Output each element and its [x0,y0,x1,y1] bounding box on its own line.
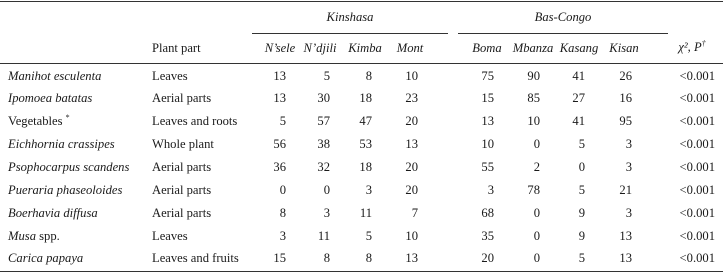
value-cell: 13 [481,114,494,128]
value-cell: 20 [405,160,418,174]
plant-part-cell: Aerial parts [152,183,212,197]
value-cell: 0 [533,206,540,220]
value-cell: 10 [405,229,418,243]
value-cell: 5 [578,137,585,151]
value-cell: 35 [481,229,494,243]
species-label: Boerhavia diffusa [8,206,98,220]
value-cell: 23 [405,91,418,105]
species-name [8,138,115,151]
species-name [8,252,83,265]
value-cell: 13 [405,251,418,265]
value-cell: 9 [578,229,585,243]
value-cell: 68 [481,206,494,220]
value-cell: 27 [572,91,585,105]
value-cell: 8 [323,251,330,265]
value-cell: 18 [359,160,372,174]
value-cell: 11 [359,206,372,220]
species-name [8,92,92,105]
value-cell: 53 [359,137,372,151]
value-cell: 13 [273,69,286,83]
plant-part-cell: Leaves [152,229,188,243]
species-name [8,230,60,243]
value-cell: 16 [619,91,632,105]
value-cell: 36 [273,160,286,174]
value-cell: 57 [317,114,330,128]
species-label: Vegetables [8,114,63,128]
value-cell: 0 [323,183,330,197]
value-cell: 55 [481,160,494,174]
value-cell: 3 [625,206,632,220]
top-rule [0,1,723,2]
value-cell: 0 [533,251,540,265]
species-label: Eichhornia crassipes [8,137,115,151]
value-cell: 3 [625,160,632,174]
column-header: N’sele [264,41,296,55]
value-cell: 10 [481,137,494,151]
species-label: Psophocarpus scandens [8,160,130,174]
value-cell: 11 [317,229,330,243]
value-cell: 85 [527,91,540,105]
footnote-mark: * [65,112,70,122]
species-label: Manihot esculenta [8,69,102,83]
species-name [8,70,101,83]
value-cell: 20 [405,114,418,128]
value-cell: 38 [317,137,330,151]
p-value-cell: <0.001 [679,160,715,174]
column-header: Mont [396,41,424,55]
column-header: Kisan [609,41,639,55]
value-cell: 13 [619,251,632,265]
value-cell: 3 [487,183,494,197]
value-cell: 13 [619,229,632,243]
plant-part-cell: Aerial parts [152,91,212,105]
value-cell: 32 [317,160,330,174]
value-cell: 78 [527,183,540,197]
column-header: Kasang [559,41,599,55]
value-cell: 15 [481,91,494,105]
p-value-cell: <0.001 [679,183,715,197]
header-rule [0,63,723,64]
species-label: Musa [8,229,36,243]
value-cell: 3 [365,183,372,197]
p-value-cell: <0.001 [679,251,715,265]
kinshasa-group-rule [252,33,448,34]
value-cell: 10 [527,114,540,128]
plant-part-cell: Leaves and roots [152,114,238,128]
plant-part-cell: Leaves and fruits [152,251,239,265]
species-label: Pueraria phaseoloides [8,183,123,197]
species-name [8,161,129,174]
p-value-cell: <0.001 [679,69,715,83]
value-cell: 13 [405,137,418,151]
value-cell: 90 [527,69,540,83]
value-cell: 47 [359,114,372,128]
value-cell: 5 [578,183,585,197]
plant-part-cell: Whole plant [152,137,214,151]
p-value-cell: <0.001 [679,206,715,220]
chi-square-label: χ², P [678,40,702,54]
value-cell: 8 [365,251,372,265]
column-header: Mbanza [512,41,554,55]
value-cell: 10 [405,69,418,83]
species-label: Carica papaya [8,251,84,265]
value-cell: 9 [578,206,585,220]
value-cell: 7 [411,206,418,220]
species-name [8,112,70,128]
value-cell: 8 [279,206,286,220]
value-cell: 3 [279,229,286,243]
column-header: Boma [472,41,502,55]
value-cell: 15 [273,251,286,265]
column-header: N’djili [303,41,337,55]
value-cell: 3 [323,206,330,220]
p-value-cell: <0.001 [679,91,715,105]
value-cell: 26 [619,69,632,83]
group-header-bascongo: Bas-Congo [534,10,592,24]
p-value-cell: <0.001 [679,114,715,128]
chi-square-header [678,38,706,54]
species-name [8,207,98,220]
value-cell: 18 [359,91,372,105]
value-cell: 30 [317,91,330,105]
value-cell: 0 [578,160,585,174]
value-cell: 5 [323,69,330,83]
bottom-rule [0,271,723,272]
value-cell: 0 [533,137,540,151]
value-cell: 41 [572,69,585,83]
plant-part-cell: Aerial parts [152,160,212,174]
value-cell: 20 [481,251,494,265]
value-cell: 2 [533,160,540,174]
column-header: Kimba [348,41,382,55]
value-cell: 21 [619,183,632,197]
value-cell: 3 [625,137,632,151]
plant-part-cell: Aerial parts [152,206,212,220]
value-cell: 13 [273,91,286,105]
value-cell: 75 [481,69,494,83]
group-header-kinshasa: Kinshasa [326,10,374,24]
bascongo-group-rule [458,33,668,34]
value-cell: 5 [279,114,286,128]
value-cell: 0 [279,183,286,197]
plant-part-header: Plant part [152,41,201,55]
species-label: Ipomoea batatas [8,91,93,105]
chi-dagger: † [701,38,706,48]
value-cell: 95 [619,114,632,128]
value-cell: 41 [572,114,585,128]
value-cell: 56 [273,137,286,151]
value-cell: 5 [578,251,585,265]
species-name [8,184,122,197]
p-value-cell: <0.001 [679,137,715,151]
species-suffix: spp. [36,229,60,243]
plant-part-cell: Leaves [152,69,188,83]
value-cell: 8 [365,69,372,83]
value-cell: 0 [533,229,540,243]
value-cell: 5 [365,229,372,243]
value-cell: 20 [405,183,418,197]
p-value-cell: <0.001 [679,229,715,243]
